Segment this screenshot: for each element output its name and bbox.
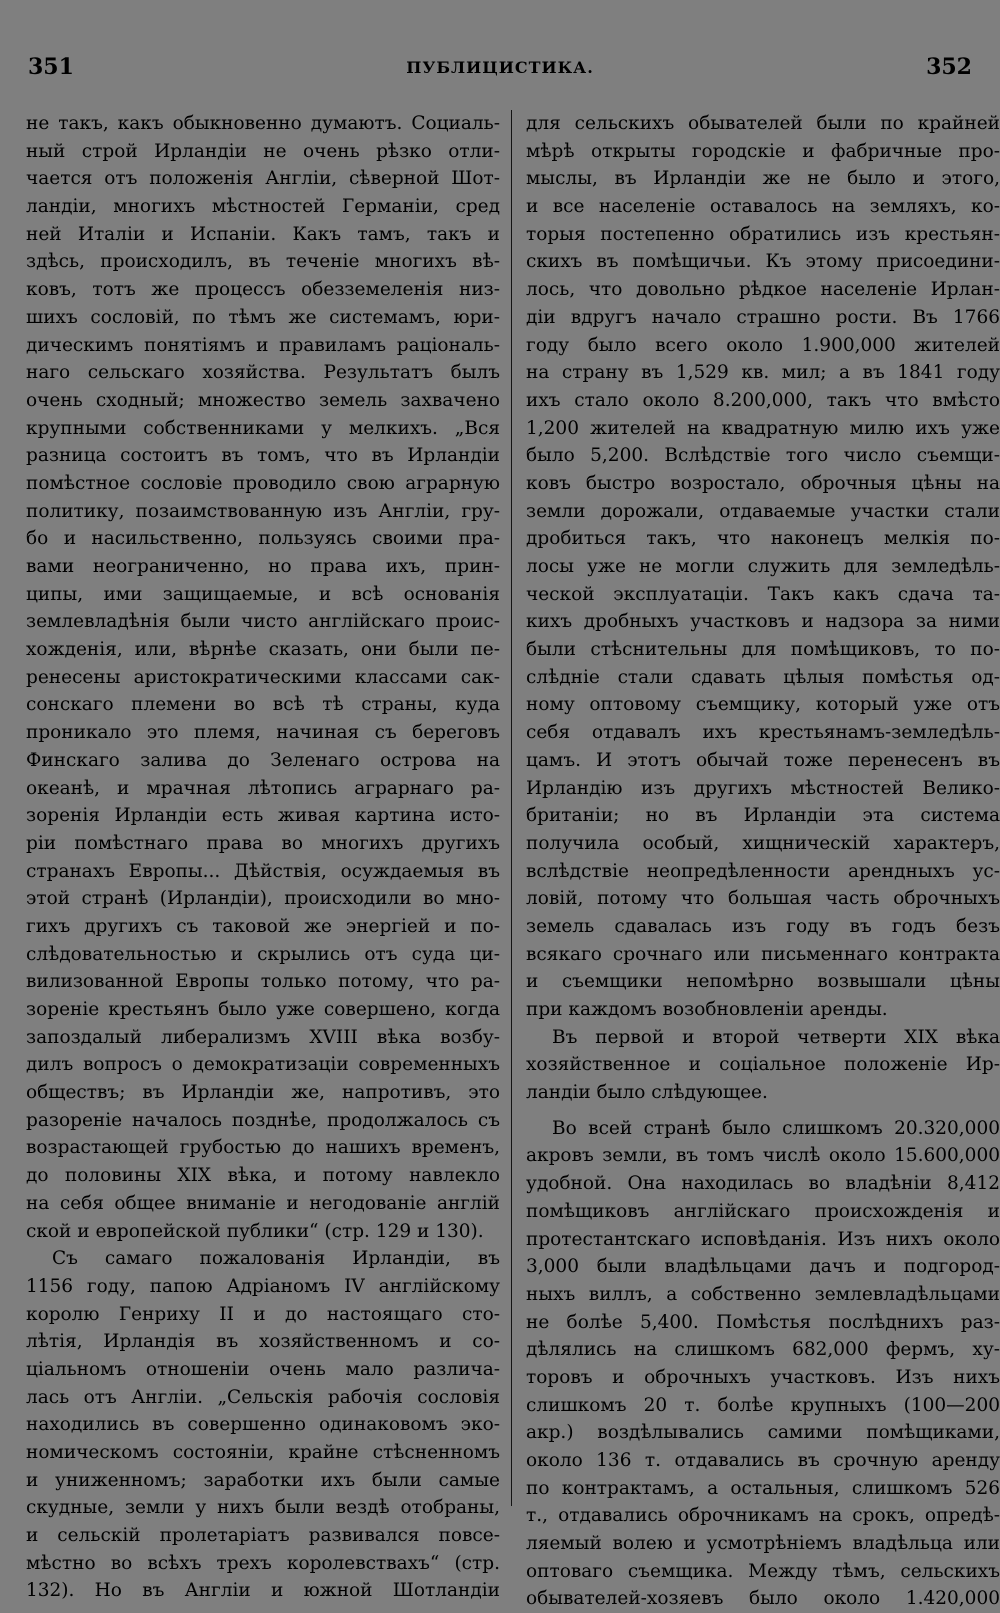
text-line: ней Италіи и Испаніи. Какъ тамъ, такъ и — [26, 223, 500, 245]
text-line: ріи помѣстнаго права во многихъ другихъ — [26, 832, 500, 854]
text-line: вилизованной Европы только потому, что ра- — [26, 971, 500, 993]
text-line: зоренія Ирландіи есть живая картина исто- — [26, 805, 500, 827]
text-line: оптоваго съемщика. Между тѣмъ, сельскихъ — [526, 1560, 1000, 1582]
text-line: Финскаго залива до Зеленаго острова на — [26, 749, 500, 771]
text-line: возрастающей грубостью до нашихъ временъ, — [26, 1137, 500, 1159]
text-line: ландіи было слѣдующее. — [526, 1082, 768, 1104]
text-line: не болѣе 5,400. Помѣстья послѣднихъ раз- — [526, 1311, 1000, 1333]
text-line: земель сдавалась изъ году въ годъ безъ — [526, 915, 1000, 937]
text-line: океанѣ, и мрачная лѣтопись аграрнаго ра- — [26, 777, 500, 799]
text-line: скудные, земли у нихъ были вездѣ отобраны, — [26, 1497, 500, 1519]
text-line: т., отдавались оброчникамъ на срокъ, опредѣ- — [526, 1505, 1000, 1527]
text-line: ныхъ виллъ, а собственно землевладѣльцами — [526, 1283, 1000, 1305]
text-line: хожденія, или, вѣрнѣе сказать, они были пе- — [26, 639, 500, 661]
text-line: кихъ дробныхъ участковъ и надзора за ними — [526, 611, 1000, 633]
text-line: проникало это племя, начиная съ береговъ — [26, 722, 500, 744]
text-line: лосы уже не могли служить для земледѣль- — [526, 556, 1000, 577]
text-line: и все населеніе оставалось на земляхъ, ко- — [526, 196, 1000, 218]
text-line: хозяйственное и соціальное положеніе Ир- — [526, 1054, 1000, 1076]
text-line: на себя общее вниманіе и негодованіе англій — [26, 1192, 500, 1214]
text-line: крупными собственниками у мелкихъ. „Вся — [26, 417, 500, 439]
paragraph-gap — [526, 1107, 1000, 1115]
text-line: цамъ. И этотъ обычай тоже перенесенъ въ — [526, 749, 1000, 771]
text-line: не такъ, какъ обыкновенно думаютъ. Социаль- — [26, 113, 500, 134]
text-line: 1156 году, папою Адріаномъ IV англійскому — [26, 1275, 500, 1297]
text-line: земли дорожали, отдаваемые участки стали — [526, 500, 1000, 522]
page-number-left: 351 — [28, 54, 74, 80]
text-line: Во всей странѣ было слишкомъ 20.320,000 — [552, 1117, 1000, 1139]
text-line: помѣстное сословіе проводило свою аграрную — [26, 472, 500, 494]
text-line: очень сходный; множество земель захвачено — [26, 389, 500, 411]
text-line: зореніе крестьянъ было уже совершено, когда — [26, 999, 500, 1020]
left-column — [26, 110, 500, 1605]
text-line: ляемый волею и усмотрѣніемъ владѣльца или — [526, 1533, 1000, 1555]
text-line: торыя постепенно обратились изъ крестьян- — [526, 223, 1000, 245]
text-line: ландіи, многихъ мѣстностей Германіи, сред — [26, 196, 500, 218]
running-title: ПУБЛИЦИСТИКА. — [406, 58, 594, 77]
text-line: здѣсь, происходилъ, въ теченіе многихъ вѣ- — [26, 251, 500, 273]
text-line: 3,000 были владѣльцами дачъ и подгород- — [526, 1256, 1000, 1278]
text-line: политику, позаимствованную изъ Англіи, гру- — [26, 500, 500, 522]
text-line: слишкомъ 20 т. болѣе крупныхъ (100—200 — [526, 1394, 1000, 1416]
page-number-right: 352 — [926, 54, 972, 80]
text-line: торовъ и оброчныхъ участковъ. Изъ нихъ — [526, 1366, 1000, 1388]
text-line: и съемщики непомѣрно возвышали цѣны — [526, 971, 1000, 993]
text-line: дическимъ понятіямъ и правиламъ раціональ- — [26, 334, 500, 356]
text-line: землевладѣнія были чисто англійскаго проис- — [26, 611, 500, 633]
text-line: дробиться такъ, что наконецъ мелкія по- — [526, 528, 1000, 550]
text-line: для сельскихъ обывателей были по крайней — [526, 113, 1000, 134]
text-line: наго сельскаго хозяйства. Результатъ былъ — [26, 362, 500, 384]
text-line: получила особый, хищническій характеръ, — [526, 832, 1000, 854]
text-line: до половины XIX вѣка, и потому навлекло — [26, 1165, 500, 1187]
column-divider — [511, 110, 512, 1506]
text-line: британіи; но въ Ирландіи эта система — [526, 805, 1000, 827]
text-line: ческой эксплуатаціи. Такъ какъ сдача та- — [526, 583, 1000, 605]
text-line: Ирландію изъ другихъ мѣстностей Велико- — [526, 777, 1000, 799]
text-line: 132). Но въ Англіи и южной Шотландіи — [26, 1580, 500, 1602]
text-line: были стѣснительны для помѣщиковъ, то по- — [526, 639, 1000, 661]
text-line: акр.) воздѣлывались самими помѣщиками, — [526, 1422, 1000, 1444]
text-line: ный строй Ирландіи не очень рѣзко отли- — [26, 140, 500, 162]
text-line: слѣдовательностью и скрылись отъ суда ци- — [26, 943, 500, 965]
text-line: на страну въ 1,529 кв. мил; а въ 1841 году — [526, 362, 1000, 384]
text-line: ковъ, тотъ же процессъ обезземеленія низ- — [26, 279, 500, 301]
text-line: помѣщиковъ англійскаго происхожденія и — [526, 1200, 1000, 1222]
text-line: ципы, ими защищаемые, и всѣ основанія — [26, 583, 500, 605]
text-line: дѣлялись на слишкомъ 682,000 фермъ, ху- — [526, 1339, 1000, 1361]
text-line: году было всего около 1.900,000 жителей — [526, 334, 1000, 356]
text-line: мѣстно во всѣхъ трехъ королевствахъ“ (стр. — [26, 1552, 500, 1574]
text-line: ковъ быстро возростало, оброчныя цѣны на — [526, 472, 1000, 494]
text-line: запоздалый либерализмъ XVIII вѣка возбу- — [26, 1026, 500, 1048]
text-line: мѣрѣ открыты городскіе и фабричные про- — [526, 140, 1000, 162]
text-line: ловій, потому что большая часть оброчныхъ — [526, 888, 1000, 910]
text-line: ихъ стало около 8.200,000, такъ что вмѣсто — [526, 389, 1000, 411]
text-line: мыслы, въ Ирландіи же не было и этого, — [526, 168, 1000, 190]
text-line: по контрактамъ, а остальныя, слишкомъ 526 — [526, 1477, 1000, 1499]
text-line: обществъ; въ Ирландіи же, напротивъ, это — [26, 1082, 500, 1104]
text-line: бо и насильственно, пользуясь своими пра- — [26, 528, 500, 550]
text-line: находились въ совершенно одинаковомъ эко- — [26, 1414, 500, 1436]
text-line: слѣдніе стали сдавать цѣлыя помѣстья од- — [526, 666, 1000, 688]
text-line: королю Генриху II и до настоящаго сто- — [26, 1303, 500, 1325]
right-column — [526, 110, 1000, 1613]
text-line: разореніе началось позднѣе, продолжалось съ — [26, 1109, 500, 1131]
text-line: этой странѣ (Ирландіи), происходили во мно- — [26, 888, 500, 910]
text-line: сонскаго племени во всѣ тѣ страны, куда — [26, 694, 500, 716]
text-line: вслѣдствіе неопредѣленности арендныхъ ус- — [526, 860, 1000, 882]
text-line: лась отъ Англіи. „Сельскія рабочія сословія — [26, 1386, 500, 1408]
text-line: чается отъ положенія Англіи, сѣверной Шот- — [26, 168, 500, 190]
text-line: разница состоитъ въ томъ, что въ Ирландіи — [26, 445, 500, 467]
text-line: акровъ земли, въ томъ числѣ около 15.600,000 — [526, 1145, 1000, 1167]
text-line: ской и европейской публики“ (стр. 129 и 130). — [26, 1220, 484, 1242]
text-line: и униженномъ; заработки ихъ были самые — [26, 1469, 500, 1491]
text-line: около 136 т. отдавались въ срочную аренду — [526, 1450, 1000, 1471]
text-line: гихъ другихъ съ таковой же энергіей и по- — [26, 915, 500, 937]
text-line: Въ первой и второй четверти XIX вѣка — [552, 1026, 1000, 1048]
text-line: вами неограниченно, но права ихъ, прин- — [26, 556, 500, 577]
text-line: ному оптовому съемщику, который уже отъ — [526, 694, 1000, 716]
text-line: протестантскаго исповѣданія. Изъ нихъ около — [526, 1228, 1000, 1250]
text-line: было 5,200. Вслѣдствіе того число съемщи- — [526, 445, 1000, 467]
text-line: странахъ Европы... Дѣйствія, осуждаемыя въ — [26, 860, 500, 882]
text-line: обывателей-хозяевъ было около 1.420,000 — [526, 1588, 1000, 1610]
text-line: діи вдругъ начало страшно рости. Въ 1766 — [526, 306, 1000, 328]
page-header — [0, 54, 1000, 94]
text-line: себя отдавалъ ихъ крестьянамъ-земледѣль- — [526, 722, 1000, 744]
text-line: шихъ сословій, по тѣмъ же системамъ, юри- — [26, 306, 500, 328]
text-line: Съ самаго пожалованія Ирландіи, въ — [52, 1248, 500, 1270]
text-line: всякаго срочнаго или письменнаго контракта — [526, 943, 1000, 965]
text-line: 1,200 жителей на квадратную милю ихъ уже — [526, 417, 1000, 439]
text-line: дилъ вопросъ о демократизаціи современныхъ — [26, 1054, 500, 1076]
text-line: ренесены аристократическими классами сак- — [26, 666, 500, 688]
text-line: и сельскій пролетаріатъ развивался повсе- — [26, 1525, 500, 1547]
text-line: лѣтія, Ирландія въ хозяйственномъ и со- — [26, 1331, 500, 1353]
text-line: при каждомъ возобновленіи аренды. — [526, 999, 888, 1020]
text-line: ціальномъ отношеніи очень мало различа- — [26, 1358, 500, 1380]
text-line: скихъ въ помѣщичьи. Къ этому присоедини- — [526, 251, 1000, 273]
text-line: лось, что довольно рѣдкое населеніе Ирлан- — [526, 279, 1000, 301]
text-line: удобной. Она находилась во владѣніи 8,412 — [526, 1173, 1000, 1195]
text-line: номическомъ состояніи, крайне стѣсненномъ — [26, 1442, 500, 1463]
